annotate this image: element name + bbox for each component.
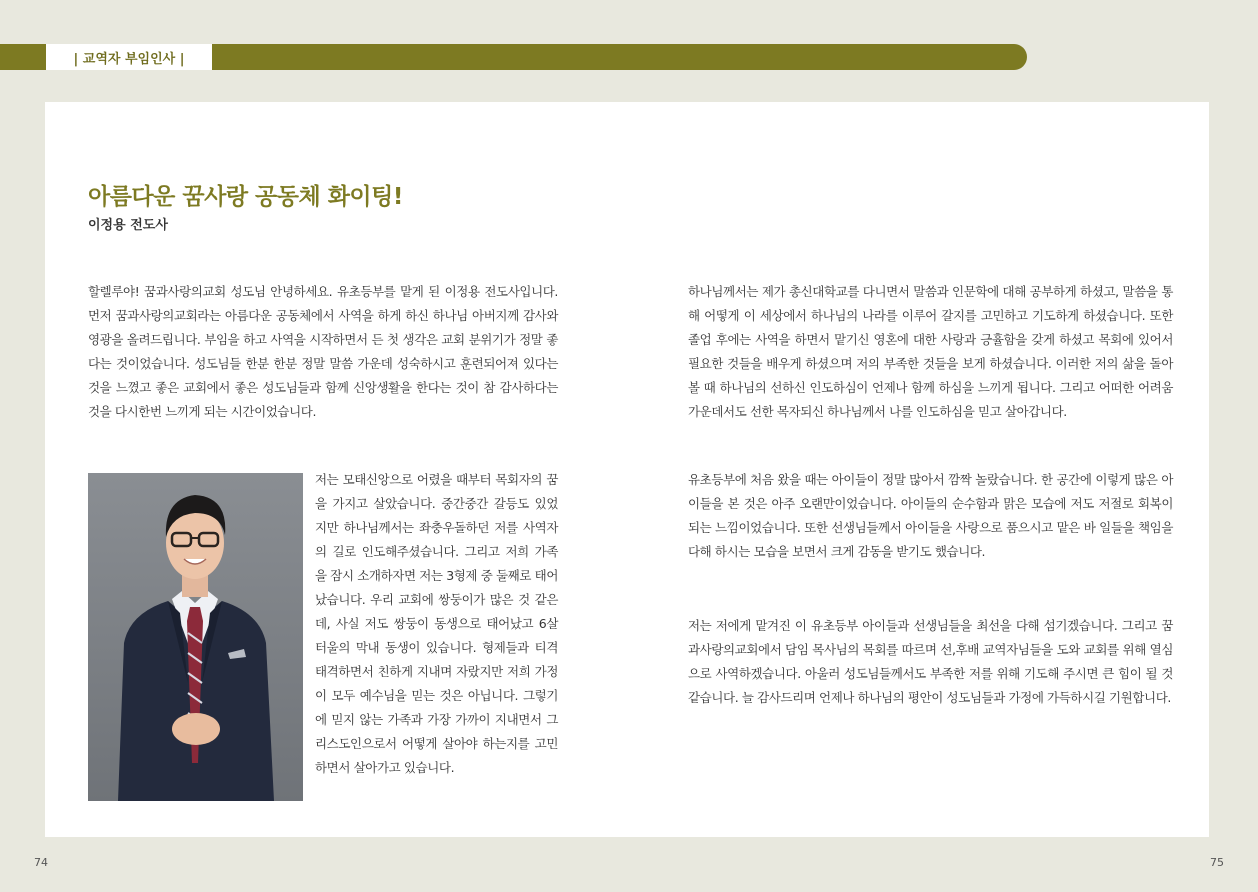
section-label: | 교역자 부임인사 | bbox=[46, 44, 212, 70]
page-number-left: 74 bbox=[34, 856, 48, 869]
author-photo bbox=[88, 473, 303, 801]
article-page bbox=[45, 102, 1209, 837]
article-paragraph-3: 하나님께서는 제가 총신대학교를 다니면서 말씀과 인문학에 대해 공부하게 하셨고, 말씀을 통해 어떻게 이 세상에서 하나님의 나라를 이루어 갈지를 고민하고 기도하게 하셨습니다. 또한 졸업 후에는 사역을 하면서 맡기신 영혼에 대한 사랑과 긍휼함을 갖게 하셨고 목회에 있어서 필요한 것들을 배우게 하셨으며 저의 부족한 것들을 보게 하셨습니다. 이러한 저의 삶을 돌아 볼 때 하나님의 선하신 인도하심이 언제나 함께 하심을 느끼게 됩니다. 그리고 어떠한 어려움 가운데서도 선한 목자되신 하나님께서 나를 인도하심을 믿고 살아갑니다. bbox=[688, 284, 1173, 419]
article-paragraph-2: 저는 모태신앙으로 어렸을 때부터 목회자의 꿈을 가지고 살았습니다. 중간중간 갈등도 있었지만 하나님께서는 좌충우돌하던 저를 사역자의 길로 인도해주셨습니다. 그리고 저희 가족을 잠시 소개하자면 저는 3형제 중 둘째로 태어났습니다. 우리 교회에 쌍둥이가 많은 것 같은데, 사실 저도 쌍둥이 동생으로 태어났고 6살 터울의 막내 동생이 있습니다. 형제들과 티격태격하면서 친하게 지내며 자랐지만 저희 가정이 모두 예수님을 믿는 것은 아닙니다. 그렇기에 믿지 않는 가족과 가장 가까이 지내면서 그리스도인으로서 어떻게 살아야 하는지를 고민하면서 살아가고 있습니다. bbox=[315, 472, 558, 775]
article-author: 이정용 전도사 bbox=[88, 218, 168, 233]
page-number-right: 75 bbox=[1210, 856, 1224, 869]
article-paragraph-1: 할렐루야! 꿈과사랑의교회 성도님 안녕하세요. 유초등부를 맡게 된 이정용 전도사입니다. 먼저 꿈과사랑의교회라는 아름다운 공동체에서 사역을 하게 하신 하나님 아버지께 감사와 영광을 올려드립니다. 부임을 하고 사역을 시작하면서 든 첫 생각은 교회 분위기가 정말 좋다는 것이었습니다. 성도님들 한분 한분 정말 말씀 가운데 성숙하시고 훈련되어져 있다는 것을 느꼈고 좋은 교회에서 좋은 성도님들과 함께 신앙생활을 한다는 것이 참 감사하다는 것을 다시한번 느끼게 되는 시간이었습니다. bbox=[88, 284, 558, 419]
article-title: 아름다운 꿈사랑 공동체 화이팅! bbox=[88, 184, 403, 210]
article-paragraph-5: 저는 저에게 맡겨진 이 유초등부 아이들과 선생님들을 최선을 다해 섬기겠습니다. 그리고 꿈과사랑의교회에서 담임 목사님의 목회를 따르며 선,후배 교역자님들을 도와 교회를 위해 열심으로 사역하겠습니다. 아울러 성도님들께서도 부족한 저를 위해 기도해 주시면 큰 힘이 될 것 같습니다. 늘 감사드리며 언제나 하나님의 평안이 성도님들과 가정에 가득하시길 기원합니다. bbox=[688, 618, 1173, 705]
article-paragraph-4: 유초등부에 처음 왔을 때는 아이들이 정말 많아서 깜짝 놀랐습니다. 한 공간에 이렇게 많은 아이들을 본 것은 아주 오랜만이었습니다. 아이들의 순수함과 맑은 모습에 저도 저절로 회복이 되는 느낌이었습니다. 또한 선생님들께서 아이들을 사랑으로 품으시고 맡은 바 일들을 책임을 다해 하시는 모습을 보면서 크게 감동을 받기도 했습니다. bbox=[688, 472, 1173, 559]
